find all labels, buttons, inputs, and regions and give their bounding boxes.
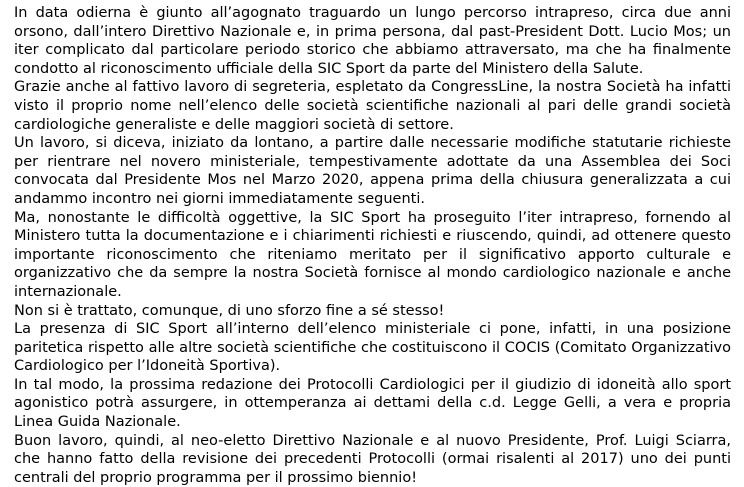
paragraph-cocis-position: La presenza di SIC Sport all’interno dell’elenco ministeriale ci pone, infatti, in una posizione paritetica rispetto alle altre società scientifiche che costituiscono il COCIS (Comitato Organizzativo Cardiologico per l’Idoneità Sportiva).	[14, 321, 731, 375]
paragraph-secretariat-work: Grazie anche al fattivo lavoro di segreteria, espletato da CongressLine, la nostra Società ha infatti visto il proprio nome nell’elenco delle società scientifiche nazionali al pari delle grandi società cardiologiche generaliste e delle maggiori società di settore.	[14, 79, 731, 133]
paragraph-statutory-changes: Un lavoro, si diceva, iniziato da lontano, a partire dalle necessarie modifiche statutarie richieste per rientrare nel novero ministeriale, tempestivamente adottate da una Assemblea dei Soci convocata dal Presidente Mos nel Marzo 2020, appena prima della chiusura generalizzata a cui andammo incontro nei giorni immediatamente seguenti.	[14, 135, 731, 207]
paragraph-recognition-announcement: In data odierna è giunto all’agognato traguardo un lungo percorso intrapreso, circa due anni orsono, dall’intero Direttivo Nazionale e, in prima persona, dal past-President Dott. Lucio Mos; un iter complicato dal particolare periodo storico che abbiamo attraversato, ma che ha finalmente condotto al riconoscimento ufficiale della SIC Sport da parte del Ministero della Salute.	[14, 5, 731, 77]
paragraph-ministry-process: Ma, nonostante le difficoltà oggettive, la SIC Sport ha proseguito l’iter intrapreso, fornendo al Ministero tutta la documentazione e i chiarimenti richiesti e riuscendo, quindi, ad ottenere questo importante riconoscimento che riteniamo meritato per il significativo apporto culturale e organizzativo che da sempre la nostra Società fornisce al mondo cardiologico nazionale e anche internazionale.	[14, 209, 731, 300]
paragraph-not-an-end: Non si è trattato, comunque, di uno sforzo fine a sé stesso!	[14, 302, 445, 319]
paragraph-closing-wishes: Buon lavoro, quindi, al neo-eletto Direttivo Nazionale e al nuovo Presidente, Prof. Luigi Sciarra, che hanno fatto della revisione dei precedenti Protocolli (ormai risalenti al 2017) uno dei punti centrali del proprio programma per il prossimo biennio!	[14, 432, 731, 486]
paragraph-protocols-guideline: In tal modo, la prossima redazione dei Protocolli Cardiologici per il giudizio di idoneità allo sport agonistico potrà assurgere, in ottemperanza ai dettami della c.d. Legge Gelli, a vera e propria Linea Guida Nazionale.	[14, 376, 731, 431]
